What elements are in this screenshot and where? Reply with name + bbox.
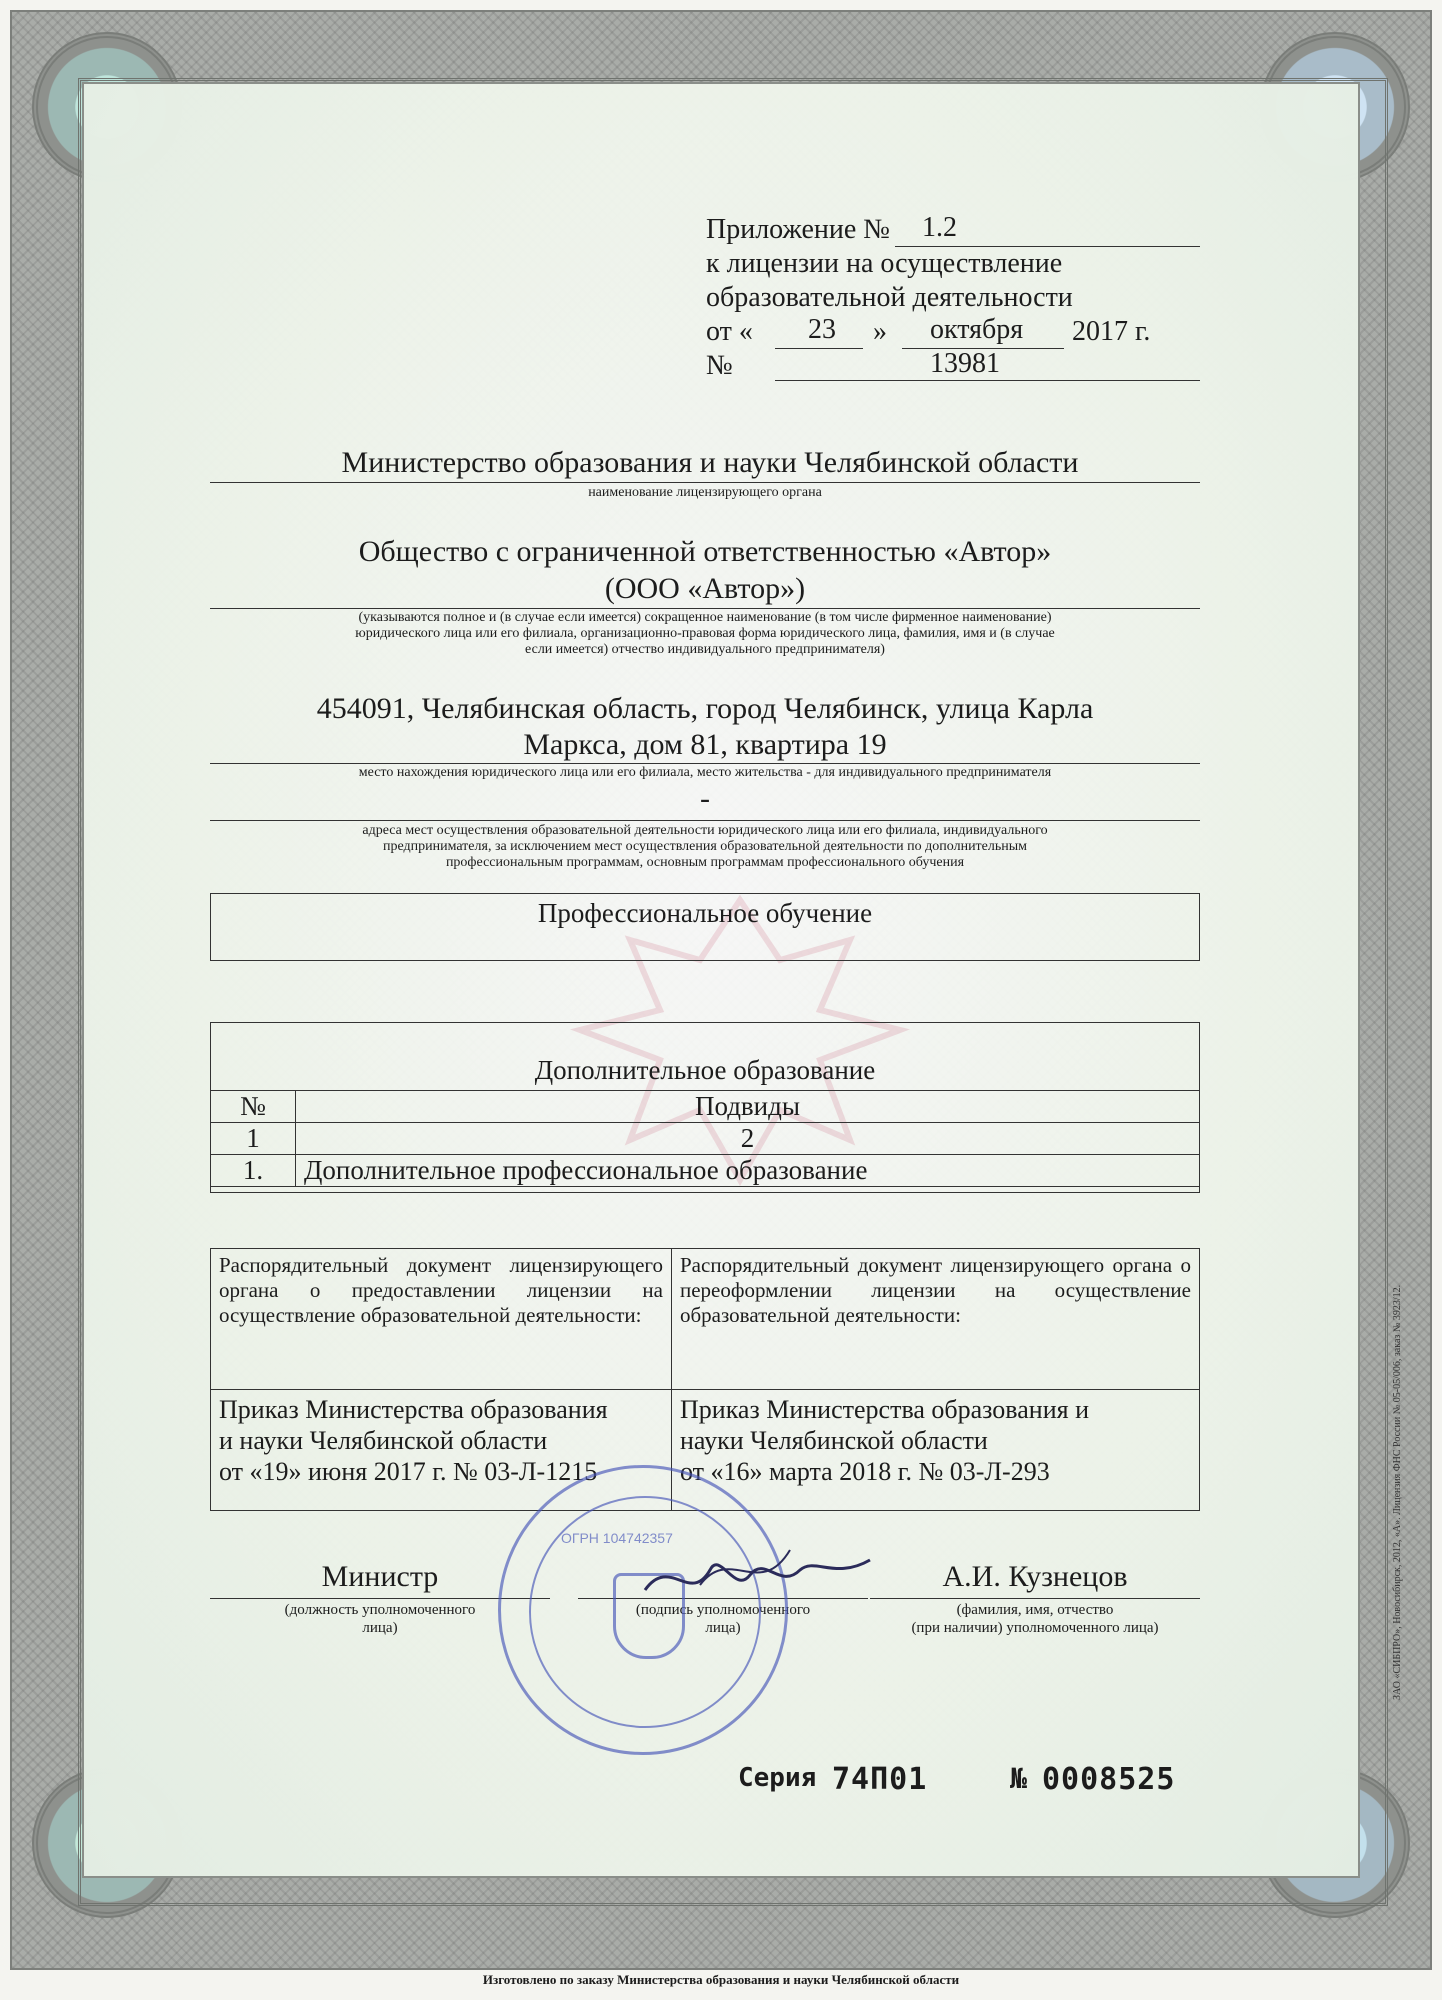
licensee-line [210,608,1200,609]
seal-ogrn: ОГРН 104742357 [561,1530,673,1546]
reissue-order-cell [672,1390,1200,1511]
series-label: Серия [738,1763,817,1793]
licensee-caption-2: юридического лица или его филиала, организационно-правовая форма юридического лица, фамилия, имя и (в случае [355,626,1055,641]
name-line [870,1598,1200,1599]
places-caption-1: адреса мест осуществления образовательной деятельности юридического лица или его филиала, индивидуального [362,823,1048,838]
table-index-row [211,1123,1200,1155]
col-index-1: 1 [211,1123,296,1155]
table-row [211,1155,1200,1187]
row-num: 1. [211,1155,296,1187]
footer-note: Изготовлено по заказу Министерства образования и науки Челябинской области [482,1972,960,1987]
appendix-line1: к лицензии на осуществление [706,248,1063,279]
licensee-full-name: Общество с ограниченной ответственностью «Автор» [358,535,1052,568]
reissue-order-line-1: Приказ Министерства образования и [680,1395,1089,1424]
grant-document-header: Распорядительный документ лицензирующего органа о предоставлении лицензии на осуществление образовательной деятельности: [211,1249,672,1390]
licensee-caption-1: (указываются полное и (в случае если имеется) сокращенное наименование (в том числе фирменное наименование) [358,610,1052,625]
authority-caption: наименование лицензирующего органа [588,485,822,500]
professional-training-label: Профессиональное обучение [537,898,873,928]
documents-table [210,1248,1200,1511]
name-caption-1: (фамилия, имя, отчество [956,1602,1114,1618]
documents-header-row [211,1249,1200,1390]
appendix-number-line [895,246,1200,247]
appendix-number: 1.2 [922,212,957,243]
reissue-order-line-2: науки Челябинской области [680,1426,988,1455]
appendix-label: Приложение № [706,214,890,245]
handwritten-signature-icon [640,1535,880,1615]
col-subtypes-header: Подвиды [296,1091,1200,1123]
reg-number-line [775,380,1200,381]
places-line [210,820,1200,821]
position-caption-1: (должность уполномоченного [284,1602,476,1618]
blank-number: 0008525 [1042,1762,1176,1797]
appendix-line2: образовательной деятельности [706,282,1073,313]
address-line [210,763,1200,764]
name-caption-2: (при наличии) уполномоченного лица) [911,1620,1159,1636]
signature-caption-2: лица) [705,1620,741,1636]
reissue-order-line-3: от «16» марта 2018 г. № 03-Л-293 [680,1457,1050,1486]
licensee-short-name: (ООО «Автор») [604,572,806,605]
additional-education-box [210,1022,1200,1193]
grant-order-line-3: от «19» июня 2017 г. № 03-Л-1215 [219,1457,598,1486]
appendix-date-mid: » [873,316,887,347]
appendix-reg-label: № [706,350,733,381]
reissue-document-header: Распорядительный документ лицензирующего органа о переоформлении лицензии на осуществление образовательной деятельности: [672,1249,1200,1390]
printer-imprint: ЗАО «СИБПРО», Новосибирск, 2012, «А». Лицензия ФНС России № 05-05/006, заказ № 3923/12. [1392,1284,1403,1700]
col-index-2: 2 [296,1123,1200,1155]
additional-education-title: Дополнительное образование [534,1055,876,1085]
series-value: 74П01 [832,1762,928,1797]
appendix-year: 2017 г. [1072,316,1151,347]
appendix-reg-number: 13981 [930,348,1000,379]
licensee-caption-3: если имеется) отчество индивидуального предпринимателя) [525,642,885,657]
day-line [775,348,863,349]
places-caption-2: предпринимателя, за исключением мест осуществления образовательной деятельности по дополнительным [382,839,1028,854]
row-subtype: Дополнительное профессиональное образование [296,1155,1200,1187]
authority-name: Министерство образования и науки Челябинской области [341,446,1079,479]
additional-education-table [210,1090,1200,1187]
appendix-day: 23 [808,314,836,345]
address-line1: 454091, Челябинская область, город Челябинск, улица Карла [316,692,1094,725]
places-value: - [700,782,710,815]
professional-training-box [210,893,1200,961]
signature-caption-1: (подпись уполномоченного [635,1602,811,1618]
authority-line [210,482,1200,483]
places-caption-3: профессиональным программам, основным программам профессионального обучения [445,855,965,870]
grant-order-line-2: и науки Челябинской области [219,1426,548,1455]
grant-order-line-1: Приказ Министерства образования [219,1395,608,1424]
blank-number-label: № [1010,1762,1027,1795]
appendix-month: октября [930,314,1024,345]
col-num-header: № [211,1091,296,1123]
appendix-date-prefix: от « [706,316,753,347]
position-caption-2: лица) [362,1620,398,1636]
signatory-position: Министр [321,1560,439,1593]
address-caption: место нахождения юридического лица или его филиала, место жительства - для индивидуального предпринимателя [358,765,1052,780]
signatory-name: А.И. Кузнецов [942,1560,1128,1593]
address-line2: Маркса, дом 81, квартира 19 [523,728,887,761]
table-header-row [211,1091,1200,1123]
